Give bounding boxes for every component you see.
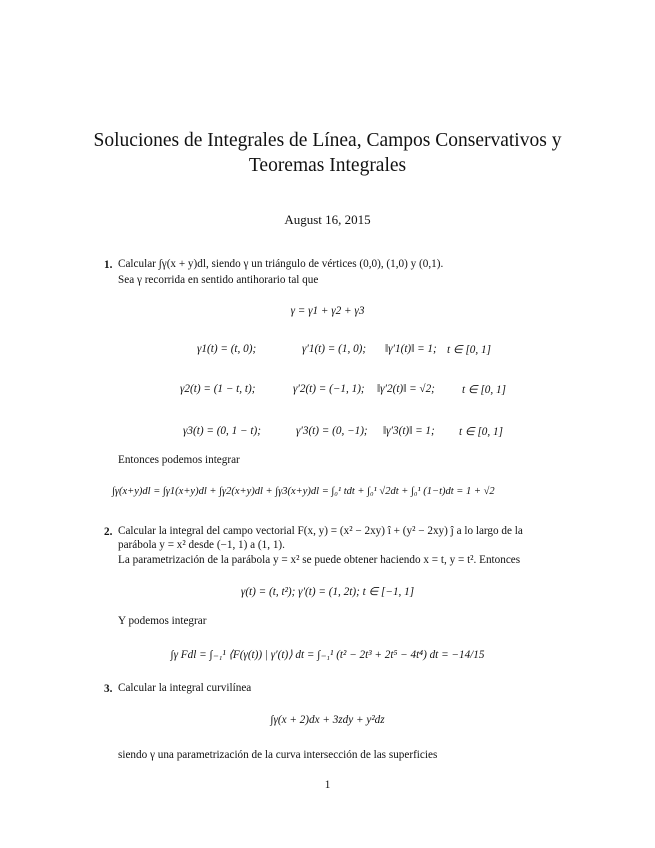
problem-1-statement: Calcular ∫γ(x + y)dl, siendo γ un triángulo de vértices (0,0), (1,0) y (0,1). [118, 258, 444, 270]
problem-2-number: 2. [104, 526, 113, 538]
problem-2-statement-a: Calcular la integral del campo vectorial F(x, y) = (x² − 2xy) î + (y² − 2xy) ĵ a lo largo de la [118, 525, 523, 537]
gamma3-range: t ∈ [0, 1] [459, 426, 503, 438]
gamma2-range: t ∈ [0, 1] [462, 384, 506, 396]
problem-2-param-eq: γ(t) = (t, t²); γ′(t) = (1, 2t); t ∈ [−1, 1] [240, 586, 415, 598]
gamma1-norm: ‖γ′1(t)‖ = 1; [385, 343, 437, 355]
page-number: 1 [324, 779, 331, 791]
problem-2-param-text: La parametrización de la parábola y = x² se puede obtener haciendo x = t, y = t². Entonces [118, 554, 521, 566]
document-title: Soluciones de Integrales de Línea, Campos Conservativos y Teoremas Integrales [93, 130, 562, 176]
document-date: August 16, 2015 [284, 212, 371, 227]
problem-1-then: Entonces podemos integrar [118, 454, 240, 466]
problem-1-result: ∫γ(x+y)dl = ∫γ1(x+y)dl + ∫γ2(x+y)dl + ∫γ3(x+y)dl = ∫₀¹ tdt + ∫₀¹ √2dt + ∫₀¹ (1−t)dt = 1 + √2 [112, 486, 495, 497]
gamma1-deriv: γ′1(t) = (1, 0); [302, 343, 367, 355]
problem-1-intro: Sea γ recorrida en sentido antihorario tal que [118, 274, 319, 286]
problem-2-then: Y podemos integrar [118, 615, 207, 627]
gamma2-norm: ‖γ′2(t)‖ = √2; [377, 383, 435, 395]
problem-3-integral: ∫γ(x + 2)dx + 3zdy + y²dz [270, 714, 385, 726]
gamma2-param: γ2(t) = (1 − t, t); [180, 383, 256, 395]
problem-3-statement: Calcular la integral curvilínea [118, 682, 252, 694]
gamma2-deriv: γ′2(t) = (−1, 1); [293, 383, 365, 395]
gamma3-param: γ3(t) = (0, 1 − t); [183, 425, 261, 437]
problem-2-statement-b: parábola y = x² desde (−1, 1) a (1, 1). [118, 539, 285, 551]
problem-3-after: siendo γ una parametrización de la curva intersección de las superficies [118, 749, 438, 761]
gamma1-range: t ∈ [0, 1] [447, 344, 491, 356]
problem-2-result: ∫γ Fdl = ∫₋₁¹ ⟨F(γ(t)) | γ′(t)⟩ dt = ∫₋₁¹ (t² − 2t³ + 2t⁵ − 4t⁴) dt = −14/15 [170, 649, 485, 661]
gamma3-norm: ‖γ′3(t)‖ = 1; [383, 425, 435, 437]
gamma3-deriv: γ′3(t) = (0, −1); [296, 425, 368, 437]
gamma1-param: γ1(t) = (t, 0); [197, 343, 257, 355]
problem-1-number: 1. [104, 259, 113, 271]
equation-gamma-sum: γ = γ1 + γ2 + γ3 [290, 305, 365, 317]
problem-3-number: 3. [104, 683, 113, 695]
